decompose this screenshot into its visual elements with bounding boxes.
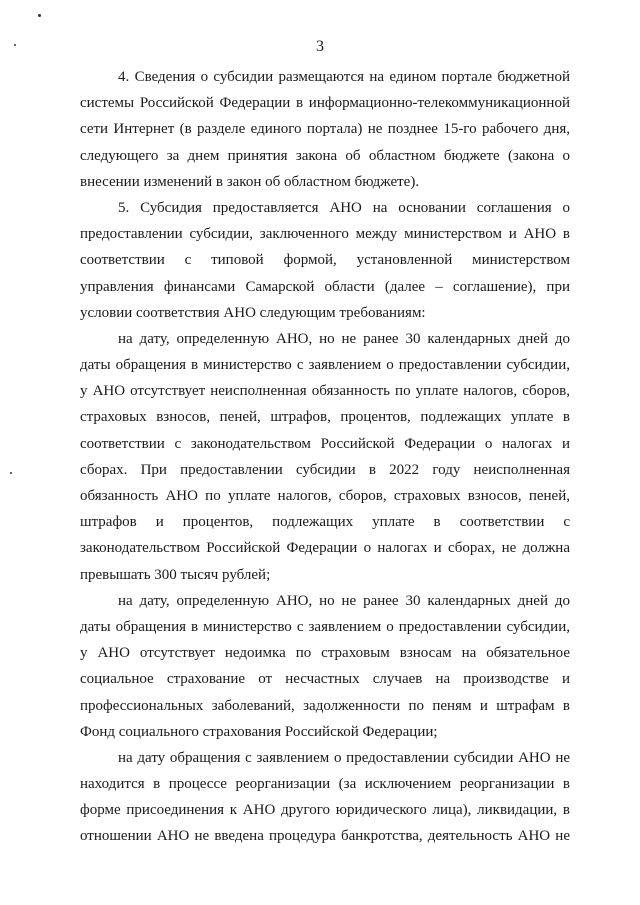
scan-speck [10, 472, 12, 474]
text-line: даты обращения в министерство с заявлением о предоставлении субсидии, [80, 357, 570, 374]
text-line: соответствии с типовой формой, установленной министерством [80, 252, 570, 269]
text-line: 5. Субсидия предоставляется АНО на основании соглашения о [118, 199, 570, 216]
text-line: соответствии с законодательством Российской Федерации о налогах и [80, 435, 570, 452]
text-line: условии соответствия АНО следующим требованиям: [80, 304, 426, 321]
text-line: форме присоединения к АНО другого юридического лица), ликвидации, в [80, 802, 570, 819]
text-line: предоставлении субсидии, заключенного между министерством и АНО в [80, 226, 570, 243]
text-line: превышать 300 тысяч рублей; [80, 566, 271, 583]
text-line: на дату, определенную АНО, но не ранее 30 календарных дней до [118, 592, 570, 609]
text-line: законодательством Российской Федерации о налогах и сборах, не должна [80, 540, 570, 557]
text-line: страховых взносов, пеней, штрафов, процентов, подлежащих уплате в [80, 409, 570, 426]
text-line: внесении изменений в закон об областном бюджете). [80, 173, 420, 190]
text-line: сети Интернет (в разделе единого портала) не позднее 15-го рабочего дня, [80, 121, 570, 138]
text-line: 4. Сведения о субсидии размещаются на едином портале бюджетной [118, 69, 570, 85]
body-text [80, 64, 570, 850]
text-line: на дату, определенную АНО, но не ранее 30 календарных дней до [118, 330, 570, 347]
text-line: на дату обращения с заявлением о предоставлении субсидии АНО не [118, 749, 570, 766]
text-line: сборах. При предоставлении субсидии в 2022 году неисполненная [80, 461, 570, 478]
text-line: даты обращения в министерство с заявлением о предоставлении субсидии, [80, 618, 570, 635]
text-line: Фонд социального страхования Российской Федерации; [80, 723, 438, 740]
page-number: 3 [316, 38, 324, 55]
scan-speck [38, 14, 41, 17]
text-line: профессиональных заболеваний, задолженности по пеням и штрафам в [80, 697, 570, 714]
text-line: находится в процессе реорганизации (за исключением реорганизации в [80, 776, 570, 793]
text-line: обязанность АНО по уплате налогов, сборов, страховых взносов, пеней, [80, 488, 570, 504]
text-line: у АНО отсутствует неисполненная обязанность по уплате налогов, сборов, [80, 383, 570, 400]
text-line: управления финансами Самарской области (далее – соглашение), при [80, 278, 570, 295]
text-line: следующего за днем принятия закона об областном бюджете (закона о [80, 147, 570, 164]
text-line: системы Российской Федерации в информационно-телекоммуникационной [80, 95, 570, 112]
text-line: отношении АНО не введена процедура банкротства, деятельность АНО не [80, 828, 570, 845]
text-line: штрафов и процентов, подлежащих уплате в соответствии с [80, 514, 570, 531]
text-line: социальное страхование от несчастных случаев на производстве и [80, 671, 570, 688]
text-line: у АНО отсутствует недоимка по страховым взносам на обязательное [80, 645, 570, 662]
